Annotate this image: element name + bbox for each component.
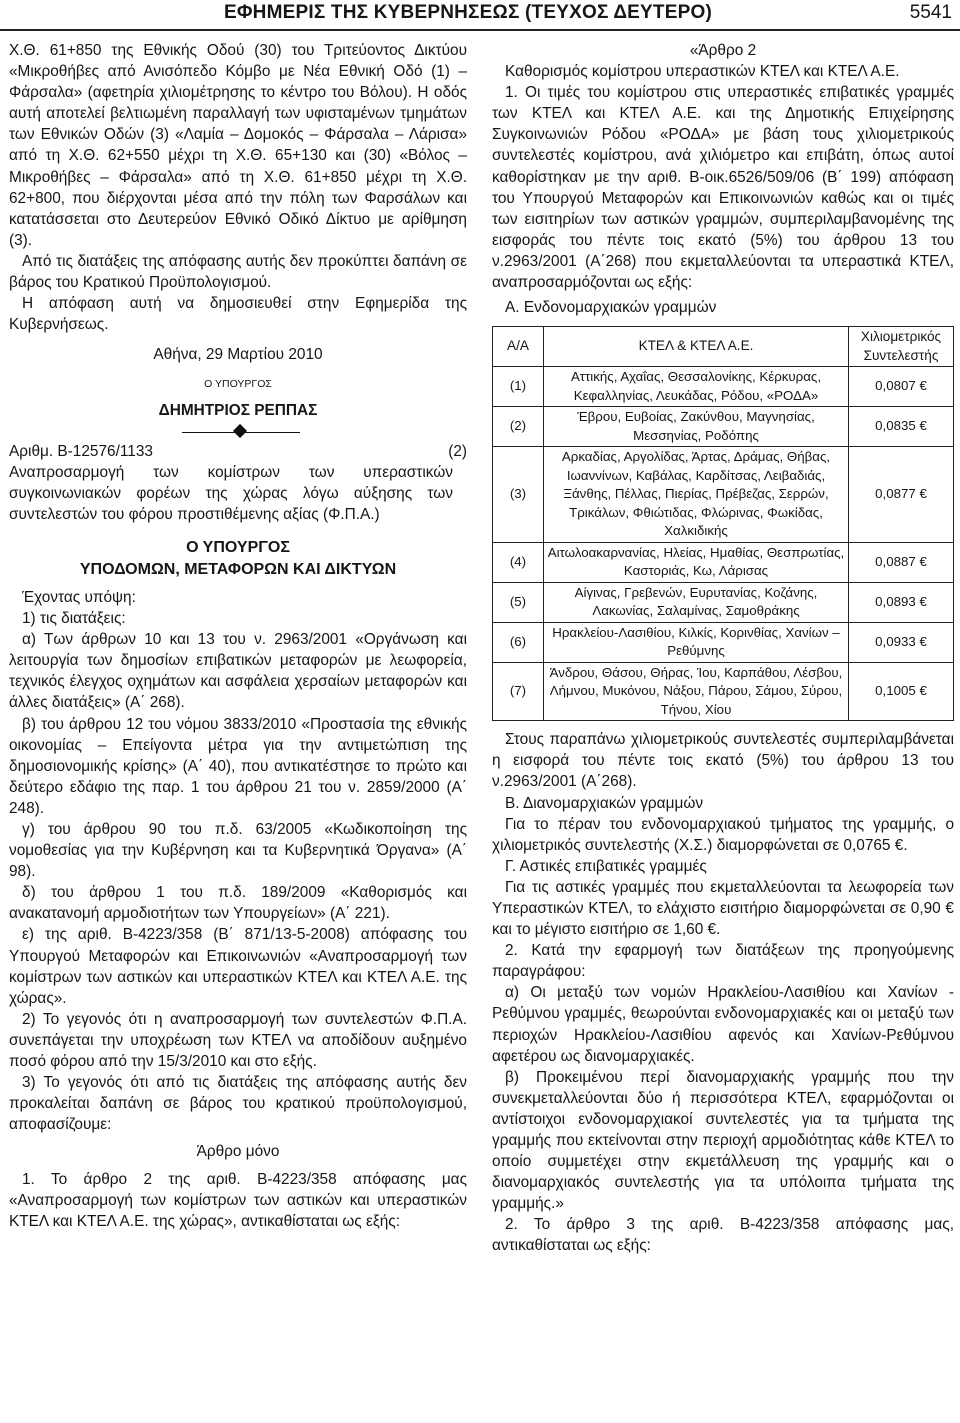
minister-heading: Ο ΥΠΟΥΡΓΟΣ: [186, 538, 290, 556]
coefficient-value: 0,0887 €: [849, 542, 954, 582]
section-heading: Γ. Αστικές επιβατικές γραμμές: [505, 857, 707, 875]
decision-number-line: [9, 441, 467, 462]
ktel-list: Αρκαδίας, Αργολίδας, Άρτας, Δράμας, Θήβας, Ιωαννίνων, Καβάλας, Καρδίτσας, Λειβαδιάς, Ξάνθης, Πέλλας, Πιερίας, Πρέβεζας, Σερρών, Τρικάλων, Φθιώτιδας, Φλώρινας, Φωκίδας, Χαλκιδικής: [544, 447, 849, 543]
paragraph: 1. Οι τιμές του κομίστρου στις υπεραστικές επιβατικές γραμμές των ΚΤΕΛ και ΚΤΕΛ Α.Ε. και της Δημοτικής Επιχείρησης Συγκοινωνιών Ρόδου «ΡΟΔΑ» με βάση τους χιλιομετρικούς συντελεστές κομίστρου, ανά χιλιόμετρο και επιβάτη, όπως αυτοί καθορίστηκαν με την αριθ. Β-οικ.6526/509/06 (Β΄ 199) απόφαση του Υπουργού Μεταφορών και Επικοινωνιών καθώς και οι τιμές των εισιτηρίων των αστικών γραμμών, συμπεριλαμβανομένης της εισφοράς του πέντε τοις εκατό (5%) του άρθρου 13 του ν.2963/2001 (Α΄268) που εκμεταλλεύονται τα υπεραστικά ΚΤΕΛ, αναπροσαρμόζονται ως εξής:: [492, 84, 954, 292]
coefficient-value: 0,0835 €: [849, 407, 954, 447]
paragraph: 3) Το γεγονός ότι από τις διατάξεις της απόφασης αυτής δεν προκαλείται δαπάνη σε βάρος του κρατικού προϋπολογισμού, αποφασίζουμε:: [9, 1074, 467, 1134]
coefficient-value: 0,0877 €: [849, 447, 954, 543]
paragraph: 2) Το γεγονός ότι η αναπροσαρμογή των συντελεστών Φ.Π.Α. συνεπάγεται την υποχρέωση των ΚΤΕΛ να αποδίδουν αυξημένο ποσό φόρου από την 15/3/2010 και στο εξής.: [9, 1010, 467, 1071]
ktel-list: Έβρου, Ευβοίας, Ζακύνθου, Μαγνησίας, Μεσσηνίας, Ροδόπης: [544, 407, 849, 447]
paragraph: Από τις διατάξεις της απόφασης αυτής δεν προκύπτει δαπάνη σε βάρος του Κρατικού Προϋπολογισμού.: [9, 252, 467, 292]
paragraph: γ) του άρθρου 90 του π.δ. 63/2005 «Κωδικοποίηση της νομοθεσίας για την Κυβέρνηση και τα Κυβερνητικά Όργανα» (Α΄ 98).: [9, 821, 467, 881]
page-number: 5541: [909, 2, 952, 23]
table-row: [493, 582, 954, 622]
ktel-list: Αιτωλοακαρνανίας, Ηλείας, Ημαθίας, Θεσπρωτίας, Καστοριάς, Κω, Λάρισας: [544, 542, 849, 582]
column-header: Χιλιομετρικός Συντελεστής: [849, 327, 954, 367]
signer-title: Ο ΥΠΟΥΡΓΟΣ: [204, 378, 272, 391]
paragraph: ε) της αριθ. Β-4223/358 (Β΄ 871/13-5-2008) απόφασης του Υπουργού Μεταφορών και Επικοινωνιών «Αναπροσαρμογή των κομίστρων των αστικών και υπεραστικών ΚΤΕΛ και ΚΤΕΛ Α.Ε. της χώρας».: [9, 926, 467, 1007]
article-heading: «Άρθρο 2: [689, 42, 757, 59]
paragraph: 1) τις διατάξεις:: [22, 610, 126, 628]
coefficient-value: 0,0933 €: [849, 622, 954, 662]
decision-sequence: (2): [448, 442, 467, 460]
fare-coefficient-table: [492, 326, 954, 721]
article-subtitle: Καθορισμός κομίστρου υπεραστικών ΚΤΕΛ και ΚΤΕΛ Α.Ε.: [505, 63, 900, 81]
section-divider: [9, 425, 467, 439]
row-number: (1): [493, 367, 544, 407]
ktel-list: Αίγινας, Γρεβενών, Ευρυτανίας, Κοζάνης, Λακωνίας, Σαλαμίνας, Σαμοθράκης: [544, 582, 849, 622]
left-column: [9, 40, 467, 1232]
paragraph: Για τις αστικές γραμμές που εκμεταλλεύονται τα λεωφορεία των Υπεραστικών ΚΤΕΛ, το ελάχιστο εισιτήριο διαμορφώνεται σε 0,90 € και το μέγιστο εισιτήριο σε 1,60 €.: [492, 878, 954, 939]
paragraph: Η απόφαση αυτή να δημοσιευθεί στην Εφημερίδα της Κυβερνήσεως.: [9, 295, 467, 334]
table-row: [493, 622, 954, 662]
paragraph: β) Προκειμένου περί διανομαρχιακής γραμμής που την συνεκμεταλλεύονται δύο ή περισσότερα ΚΤΕΛ, εφαρμόζονται οι αντίστοιχοι ενδονομαρχιακοί συντελεστές για τα τμήματα της γραμμής που εκτείνονται στην περιοχή αρμοδιότητας κάθε ΚΤΕΛ το οποίο συμμετέχει στην εκμετάλλευση της γραμμής και ο διανομαρχιακός συντελεστής για τα υπόλοιπα τμήματα της γραμμής.»: [492, 1068, 954, 1213]
section-heading: Β. Διανομαρχιακών γραμμών: [505, 794, 704, 812]
row-number: (5): [493, 582, 544, 622]
paragraph: δ) του άρθρου 1 του π.δ. 189/2009 «Καθορισμός και ανακατανομή αρμοδιοτήτων των Υπουργείων» (Α΄ 221).: [9, 884, 467, 923]
table-row: [493, 542, 954, 582]
row-number: (6): [493, 622, 544, 662]
ktel-list: Άνδρου, Θάσου, Θήρας, Ίου, Καρπάθου, Λέσβου, Λήμνου, Μυκόνου, Νάξου, Πάρου, Σάμου, Σύρου, Τήνου, Χίου: [544, 662, 849, 721]
header-rule: [0, 29, 960, 31]
ktel-list: Αττικής, Αχαΐας, Θεσσαλονίκης, Κέρκυρας, Κεφαλληνίας, Λευκάδας, Ρόδου, «ΡΟΔΑ»: [544, 367, 849, 407]
paragraph: Έχοντας υπόψη:: [22, 588, 136, 606]
article-heading: Άρθρο μόνο: [196, 1143, 280, 1161]
coefficient-value: 0,0807 €: [849, 367, 954, 407]
section-heading: Α. Ενδονομαρχιακών γραμμών: [505, 299, 717, 317]
coefficient-value: 0,0893 €: [849, 582, 954, 622]
page-header: [0, 0, 960, 30]
column-header: ΚΤΕΛ & ΚΤΕΛ Α.Ε.: [544, 327, 849, 367]
table-header-row: [493, 327, 954, 367]
ktel-list: Ηρακλείου-Λασιθίου, Κιλκίς, Κορινθίας, Χανίων – Ρεθύμνης: [544, 622, 849, 662]
diamond-icon: [233, 424, 247, 438]
table-row: [493, 662, 954, 721]
place-date: Αθήνα, 29 Μαρτίου 2010: [153, 346, 323, 364]
decision-number: Αριθμ. Β-12576/1133: [9, 442, 153, 460]
table-row: [493, 447, 954, 543]
table-row: [493, 407, 954, 447]
row-number: (3): [493, 447, 544, 543]
paragraph: Στους παραπάνω χιλιομετρικούς συντελεστές συμπεριλαμβάνεται η εισφορά του πέντε τοις εκατό (5%) του άρθρου 13 του ν.2963/2001 (Α΄268).: [492, 731, 954, 791]
paragraph: α) Των άρθρων 10 και 13 του ν. 2963/2001 «Οργάνωση και λειτουργία των δημοσίων επιβατικών μεταφορών με λεωφορεία, τεχνικός έλεγχος οχημάτων και ασφάλεια χερσαίων μεταφορών και άλλες διατάξεις» (Α΄ 268).: [9, 631, 467, 712]
decision-subject: Αναπροσαρμογή των κομίστρων των υπεραστικών συγκοινωνιακών φορέων της χώρας λόγω αύξησης των συντελεστών του φόρου προστιθέμενης αξίας (Φ.Π.Α.): [9, 463, 453, 523]
row-number: (7): [493, 662, 544, 721]
right-column: [492, 40, 954, 1257]
row-number: (4): [493, 542, 544, 582]
row-number: (2): [493, 407, 544, 447]
gazette-title: ΕΦΗΜΕΡΙΣ ΤΗΣ ΚΥΒΕΡΝΗΣΕΩΣ (ΤΕΥΧΟΣ ΔΕΥΤΕΡΟ): [224, 2, 712, 23]
signer-name: ΔΗΜΗΤΡΙΟΣ ΡΕΠΠΑΣ: [158, 401, 318, 419]
paragraph: Για το πέραν του ενδονομαρχιακού τμήματος της γραμμής, ο χιλιομετρικός συντελεστής (Χ.Σ.) διαμορφώνεται σε 0,0765 €.: [492, 815, 954, 854]
paragraph: 1. Το άρθρο 2 της αριθ. Β-4223/358 απόφασης μας «Αναπροσαρμογή των κομίστρων των αστικών και υπεραστικών ΚΤΕΛ και ΚΤΕΛ Α.Ε. της χώρας», αντικαθίσταται ως εξής:: [9, 1170, 467, 1230]
paragraph: 2. Κατά την εφαρμογή των διατάξεων της προηγούμενης παραγράφου:: [492, 942, 954, 981]
paragraph: α) Οι μεταξύ των νομών Ηρακλείου-Λασιθίου και Χανίων - Ρεθύμνου γραμμές, θεωρούνται ενδονομαρχιακές και οι μεταξύ των περιοχών Ηρακλείου-Λασιθίου αφενός και Χανίων-Ρεθύμνου αφετέρου ως διανομαρχιακές.: [492, 984, 954, 1065]
paragraph: Χ.Θ. 61+850 της Εθνικής Οδού (30) του Τριτεύοντος Δικτύου «Μικροθήβες από Ανισόπεδο Κόμβο με Νέα Εθνική Οδό (1) – Φάρσαλα» (αφετηρία χιλιομέτρησης το κέντρο του Βόλου). Η οδός αυτή αποτελεί βελτιωμένη παραλλαγή των υφισταμένων τμημάτων των Εθνικών Οδών (3) «Λαμία – Δομοκός – Φάρσαλα – Λάρισα» από τη Χ.Θ. 62+550 μέχρι τη Χ.Θ. 65+130 και (30) «Βόλος – Μικροθήβες – Φάρσαλα» από τη Χ.Θ. 61+850 μέχρι τη Χ.Θ. 62+800, που διέρχονται μέσα από την πόλη των Φαρσάλων και κατατάσσεται στο Δευτερεύον Εθνικό Οδικό Δίκτυο με αρίθμηση (3).: [9, 42, 467, 249]
paragraph: β) του άρθρου 12 του νόμου 3833/2010 «Προστασία της εθνικής οικονομίας – Επείγοντα μέτρα για την αντιμετώπιση της δημοσιονομικής κρίσης» (Α΄ 40), που αντικατέστησε το πρώτο και δεύτερο εδάφιο της παρ. 1 του άρθρου 21 του ν. 2859/2000 (Α΄ 248).: [9, 715, 467, 817]
ministry-heading: ΥΠΟΔΟΜΩΝ, ΜΕΤΑΦΟΡΩΝ ΚΑΙ ΔΙΚΤΥΩΝ: [79, 560, 397, 578]
table-row: [493, 367, 954, 407]
column-header: Α/Α: [493, 327, 544, 367]
paragraph: 2. Το άρθρο 3 της αριθ. Β-4223/358 απόφασης μας, αντικαθίσταται ως εξής:: [492, 1216, 954, 1255]
coefficient-value: 0,1005 €: [849, 662, 954, 721]
